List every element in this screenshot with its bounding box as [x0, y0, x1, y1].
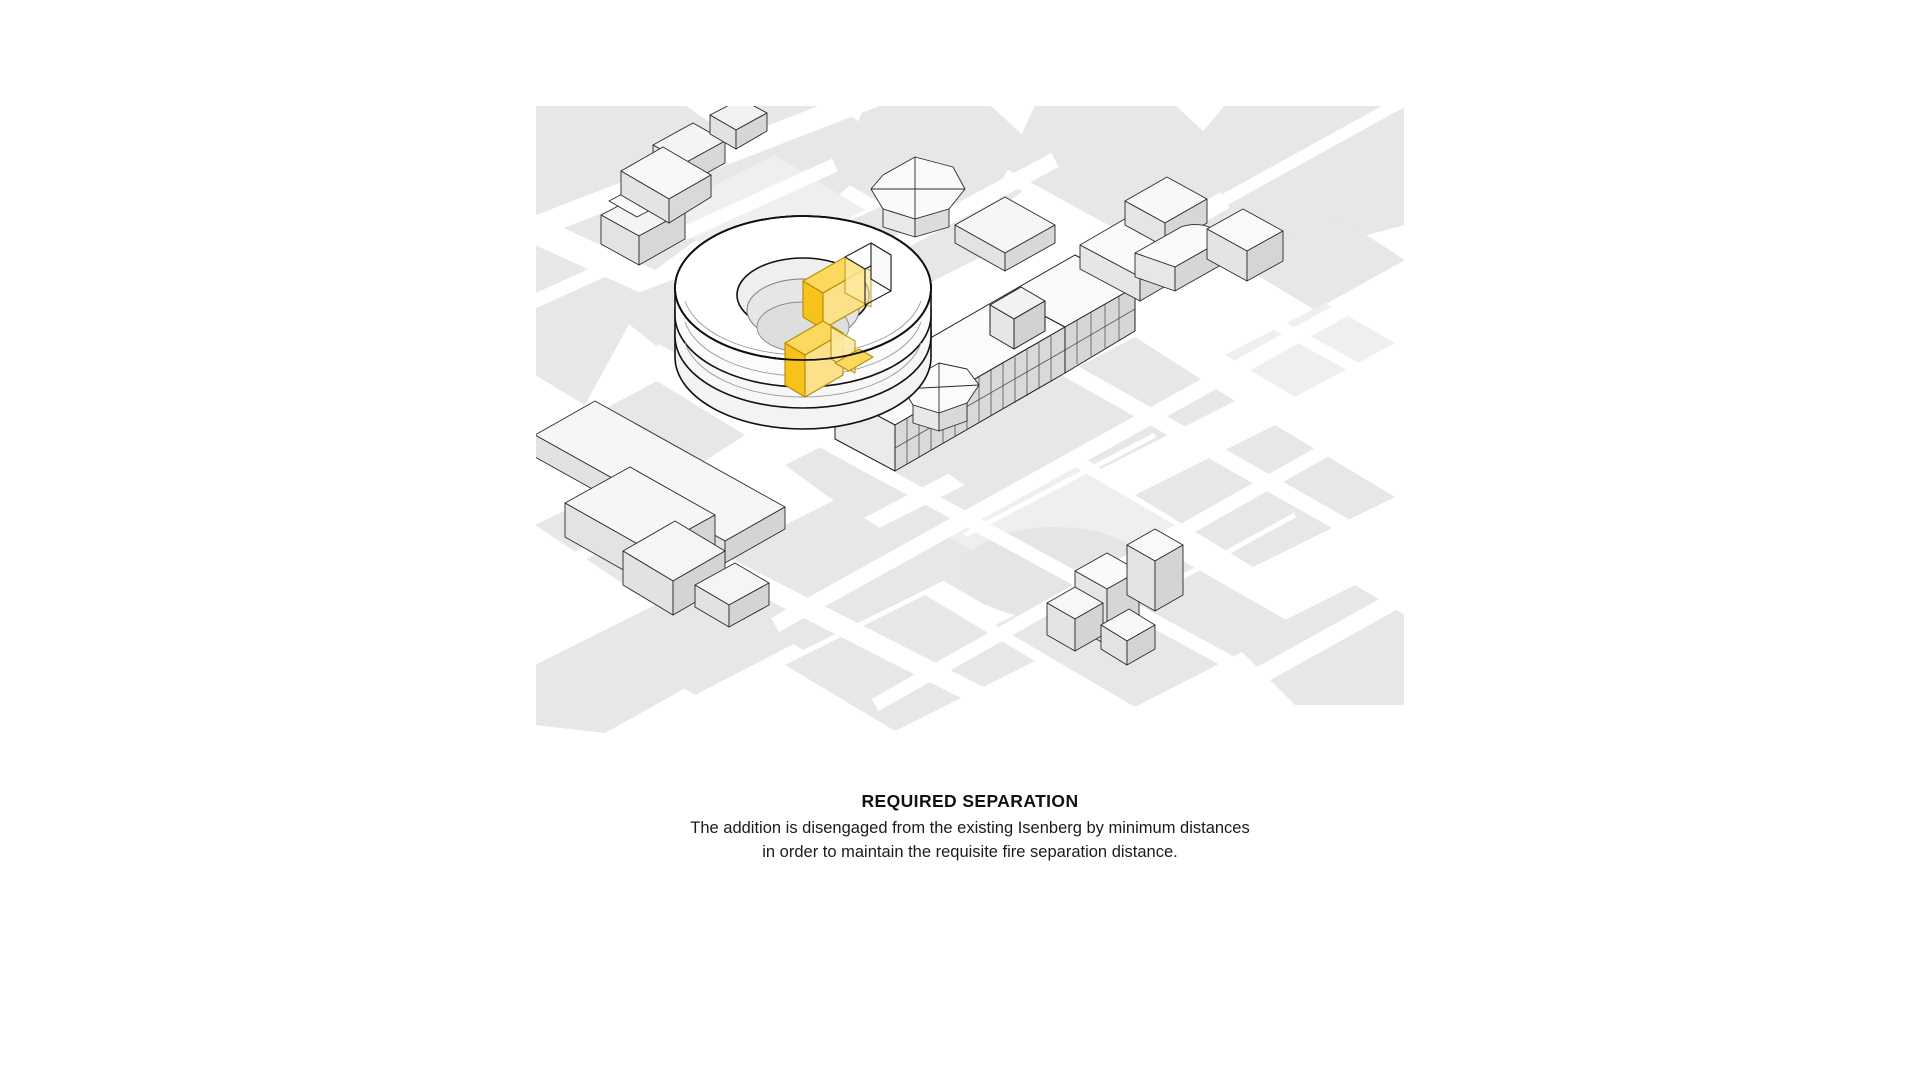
site-axonometric-svg — [535, 105, 1405, 767]
figure-container — [535, 105, 1405, 765]
figure-caption — [535, 790, 1405, 865]
caption-body: The addition is disengaged from the existing Isenberg by minimum distances in order to maintain the requisite fire separation distance. — [690, 818, 1250, 861]
axonometric-site-diagram — [535, 105, 1405, 767]
caption-title: REQUIRED SEPARATION — [861, 791, 1079, 811]
proposed-addition-volume — [675, 216, 931, 429]
